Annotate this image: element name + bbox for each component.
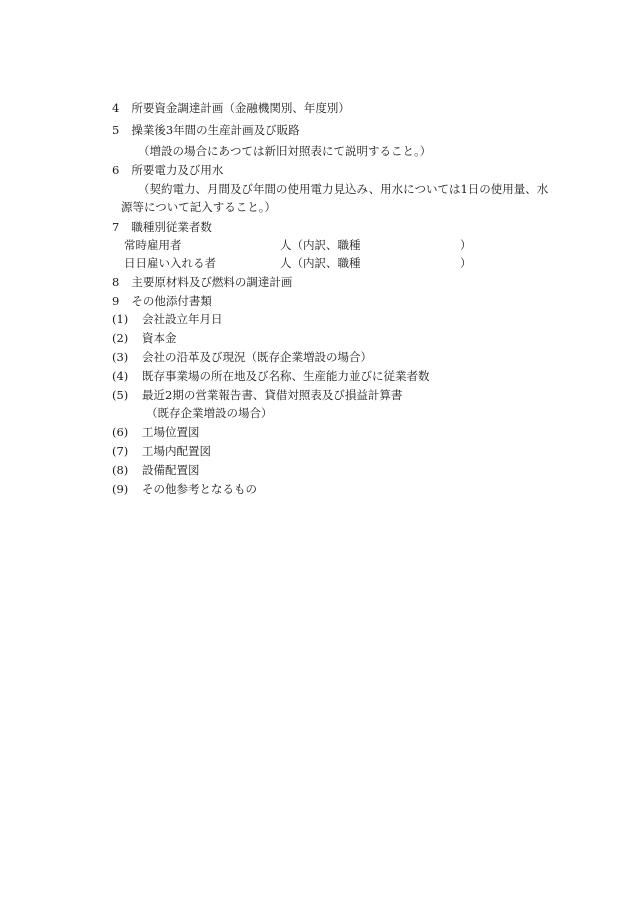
item-5: 5 操業後3年間の生産計画及び販路 (112, 123, 300, 137)
item-5-note: （増設の場合にあつては新旧対照表にて説明すること。） (138, 144, 432, 158)
attachment-2: (2) 資本金 (112, 331, 177, 345)
attachment-3: (3) 会社の沿革及び現況（既存企業増設の場合） (112, 350, 372, 364)
item-6-text: 所要電力及び用水 (131, 163, 224, 177)
attachment-4: (4) 既存事業場の所在地及び名称、生産能力並びに従業者数 (112, 369, 430, 383)
attachment-9-text: その他参考となるもの (142, 482, 257, 496)
attachment-1-text: 会社設立年月日 (142, 312, 223, 326)
daily-workers-close: ） (460, 256, 472, 270)
regular-employees-close: ） (460, 238, 472, 252)
item-7: 7 職種別従業者数 (112, 220, 212, 234)
attachment-5: (5) 最近2期の営業報告書、貸借対照表及び損益計算書 (112, 388, 403, 402)
item-4-text: 所要資金調達計画（金融機関別、年度別） (131, 101, 350, 115)
attachment-4-text: 既存事業場の所在地及び名称、生産能力並びに従業者数 (142, 369, 430, 383)
attachment-6: (6) 工場位置図 (112, 425, 200, 439)
regular-employees-label: 常時雇用者 (124, 238, 182, 252)
attachment-5-text: 最近2期の営業報告書、貸借対照表及び損益計算書 (142, 388, 403, 402)
item-8: 8 主要原材料及び燃料の調達計画 (112, 275, 293, 289)
attachment-7-text: 工場内配置図 (142, 444, 211, 458)
item-5-text: 操業後3年間の生産計画及び販路 (131, 123, 300, 137)
regular-employees-breakdown: 人（内訳、職種 (280, 238, 361, 252)
attachment-6-text: 工場位置図 (142, 425, 200, 439)
daily-workers-breakdown: 人（内訳、職種 (280, 256, 361, 270)
attachment-8-text: 設備配置図 (142, 463, 200, 477)
item-4: 4 所要資金調達計画（金融機関別、年度別） (112, 101, 350, 115)
item-6-note-line2: 源等について記入すること。） (121, 200, 277, 214)
daily-workers-label: 日日雇い入れる者 (124, 256, 216, 270)
attachment-5-note: （既存企業増設の場合） (146, 406, 273, 420)
attachment-1: (1) 会社設立年月日 (112, 312, 223, 326)
attachment-2-text: 資本金 (142, 331, 177, 345)
attachment-3-text: 会社の沿革及び現況（既存企業増設の場合） (142, 350, 372, 364)
attachment-8: (8) 設備配置図 (112, 463, 200, 477)
item-6: 6 所要電力及び用水 (112, 163, 224, 177)
attachment-7: (7) 工場内配置図 (112, 444, 211, 458)
attachment-9: (9) その他参考となるもの (112, 482, 257, 496)
item-9: 9 その他添付書類 (112, 294, 212, 308)
item-9-text: その他添付書類 (131, 294, 212, 308)
item-8-text: 主要原材料及び燃料の調達計画 (131, 275, 293, 289)
item-6-note-line1: （契約電力、月間及び年間の使用電力見込み、用水については1日の使用量、水 (138, 182, 549, 196)
item-7-text: 職種別従業者数 (131, 220, 212, 234)
